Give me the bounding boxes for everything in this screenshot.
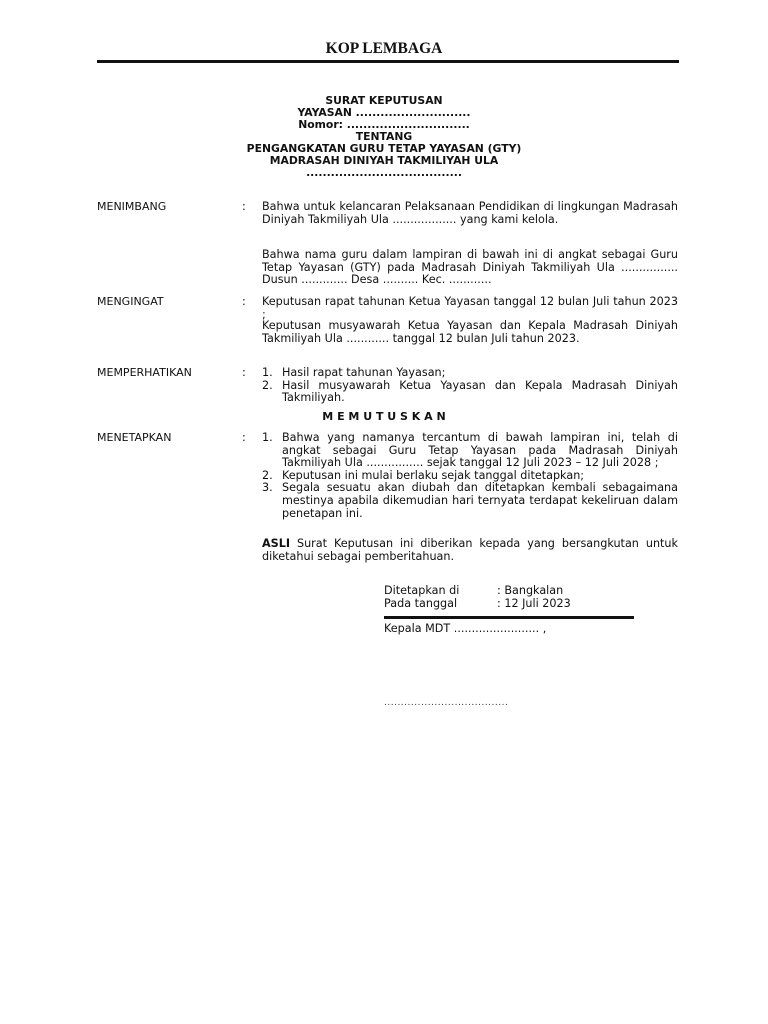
ditetapkan-label: Ditetapkan di — [384, 584, 460, 597]
mengingat-paragraph-2: Keputusan musyawarah Ketua Yayasan dan Kepala Madrasah Diniyah Takmiliyah Ula ............ tanggal 12 bulan Juli tahun 2023. — [262, 319, 678, 345]
memutuskan-heading: M E M U T U S K A N — [322, 410, 446, 423]
letterhead-divider — [97, 60, 679, 63]
list-item-text: Keputusan ini mulai berlaku sejak tanggal ditetapkan; — [282, 468, 585, 482]
list-item-number: 2. — [262, 378, 273, 392]
menimbang-label: MENIMBANG — [97, 200, 167, 213]
mengingat-label: MENGINGAT — [97, 295, 164, 308]
tentang-line: TENTANG — [355, 130, 413, 143]
list-item-number: 1. — [262, 431, 273, 444]
signatory-name-dots: ..................................... — [384, 698, 509, 708]
list-item-text: Segala sesuatu akan diubah dan ditetapkan kembali sebagaimana mestinya apabila dikemudian hari ternyata terdapat kekeliruan dalam penetapan ini. — [282, 481, 678, 520]
list-item-text: Hasil rapat tahunan Yayasan; — [282, 366, 446, 379]
list-item — [262, 432, 678, 470]
asli-bold: ASLI — [262, 537, 291, 550]
tanggal-value: : 12 Juli 2023 — [497, 597, 571, 610]
memperhatikan-list — [262, 367, 678, 405]
list-item — [262, 380, 678, 405]
tanggal-row — [384, 598, 571, 611]
memperhatikan-colon: : — [242, 366, 246, 379]
foundation-line: YAYASAN ............................ — [297, 106, 471, 119]
menimbang-colon: : — [242, 200, 246, 213]
number-line: Nomor: .............................. — [298, 118, 470, 131]
asli-paragraph — [262, 538, 678, 563]
madrasah-name-dots: ...................................... — [306, 166, 462, 179]
ditetapkan-row — [384, 585, 563, 598]
list-item-number: 3. — [262, 481, 273, 495]
menimbang-paragraph-1: Bahwa untuk kelancaran Pelaksanaan Pendidikan di lingkungan Madrasah Diniyah Takmiliyah Ula .................. yang kami kelola. — [262, 200, 678, 226]
mengingat-colon: : — [242, 295, 246, 308]
menetapkan-colon: : — [242, 431, 246, 444]
menimbang-paragraph-2: Bahwa nama guru dalam lampiran di bawah ini di angkat sebagai Guru Tetap Yayasan (GTY) pada Madrasah Diniyah Takmiliyah Ula ................ Dusun ............. Desa .......... Kec. ............ — [262, 248, 678, 287]
asli-text: Surat Keputusan ini diberikan kepada yang bersangkutan untuk diketahui sebagai pemberitahuan. — [262, 537, 678, 563]
list-item-text: Hasil musyawarah Ketua Yayasan dan Kepala Madrasah Diniyah Takmiliyah. — [282, 378, 678, 405]
list-item — [262, 482, 678, 520]
kepala-title: Kepala MDT ........................ , — [384, 622, 547, 635]
mengingat-paragraph-1: Keputusan rapat tahunan Ketua Yayasan tanggal 12 bulan Juli tahun 2023 ; — [262, 295, 678, 321]
subject-line: PENGANGKATAN GURU TETAP YAYASAN (GTY) — [246, 142, 522, 155]
madrasah-line: MADRASAH DINIYAH TAKMILIYAH ULA — [269, 154, 499, 167]
tanggal-label: Pada tanggal — [384, 597, 458, 610]
document-title: SURAT KEPUTUSAN — [325, 94, 443, 107]
memperhatikan-label: MEMPERHATIKAN — [97, 366, 192, 379]
signature-divider — [384, 616, 634, 619]
menetapkan-label: MENETAPKAN — [97, 431, 172, 444]
menetapkan-list — [262, 432, 678, 520]
letterhead-title: KOP LEMBAGA — [325, 40, 443, 57]
list-item-number: 2. — [262, 468, 273, 482]
list-item-text: Bahwa yang namanya tercantum di bawah lampiran ini, telah di angkat sebagai Guru Tetap Yayasan pada Madrasah Diniyah Takmiliyah Ula ................ sejak tanggal 12 Juli 2023 – 12 Juli 2028 ; — [282, 431, 678, 470]
list-item-number: 1. — [262, 366, 273, 379]
ditetapkan-value: : Bangkalan — [497, 584, 564, 597]
